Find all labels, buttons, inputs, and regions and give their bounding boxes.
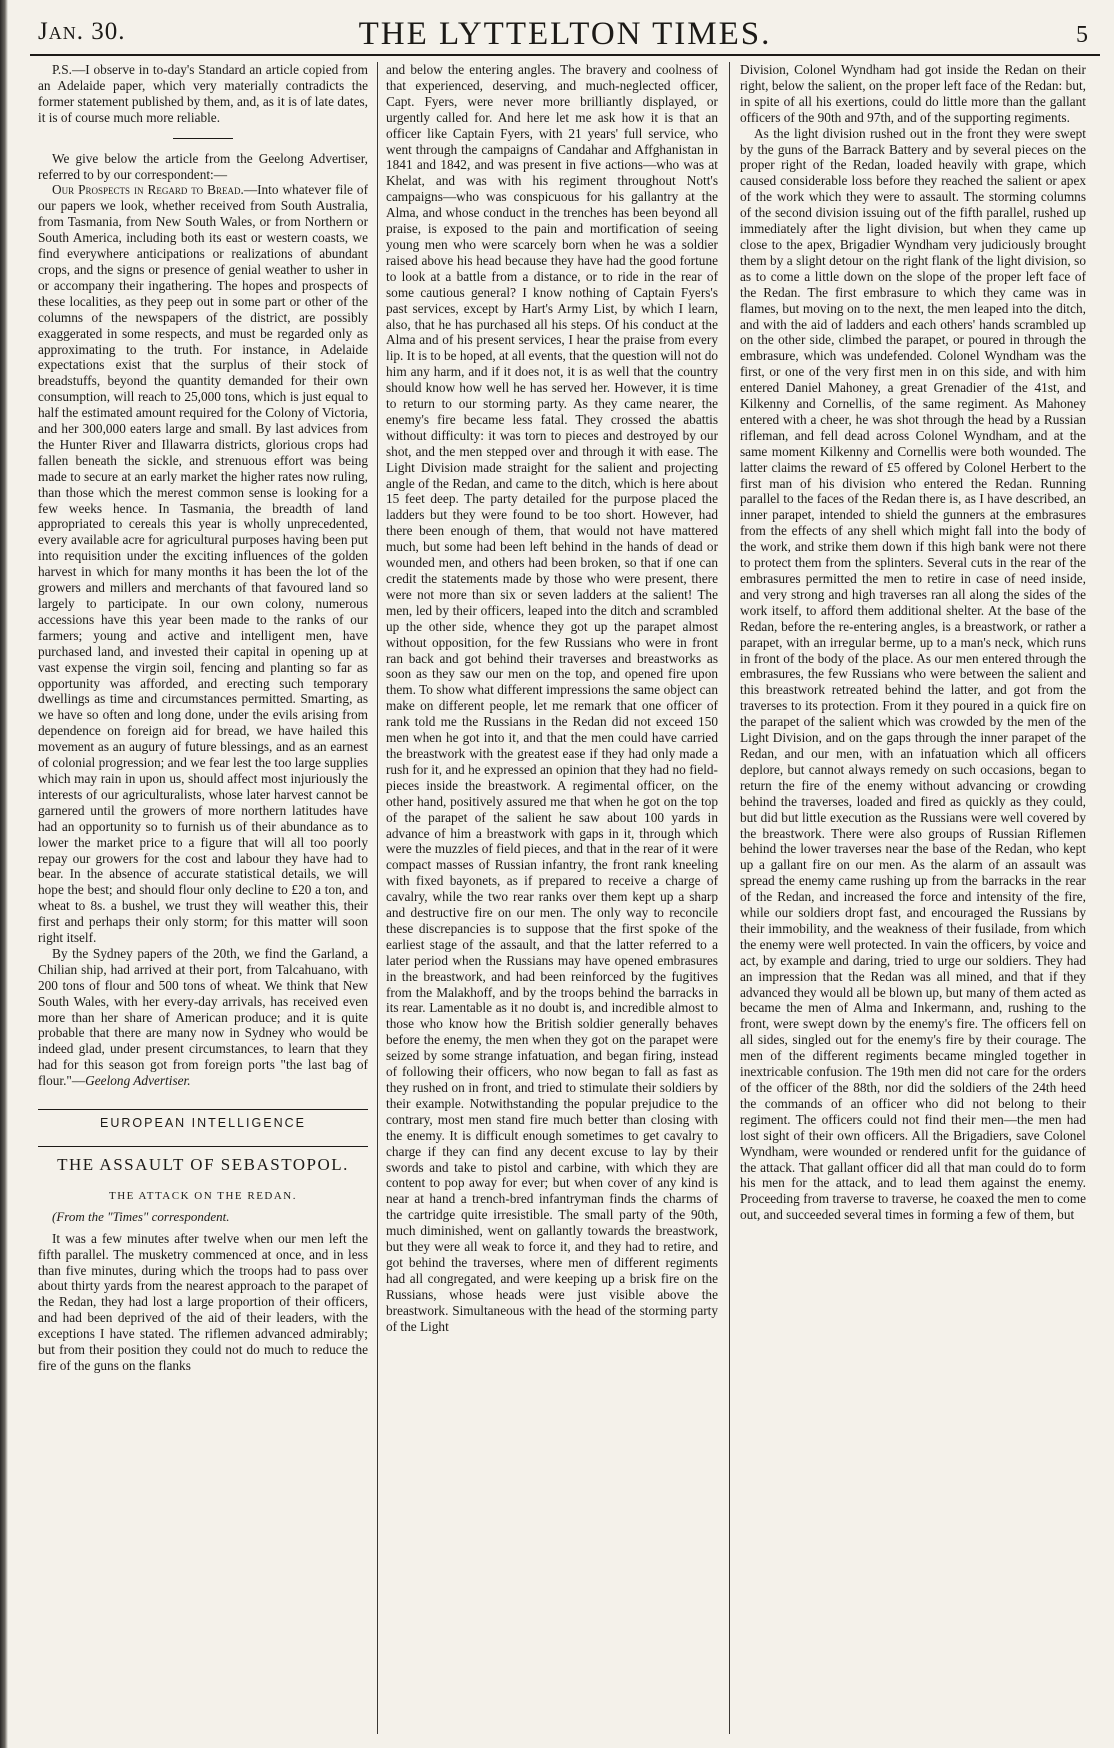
article-paragraph: Division, Colonel Wyndham had got inside the Redan on their right, below the salient, on the proper left face of the Redan: but, in spite of all his exertions, could do little more than the gallant officers of the 90th and 97th, and of the supporting regiments. <box>740 62 1086 125</box>
article-title: THE ASSAULT OF SEBASTOPOL. <box>57 1155 349 1174</box>
postscript: P.S.—I observe in to-day's Standard an article copied from an Adelaide paper, which very materially contradicts the former statement published by them, and, as it is of late dates, it is of course much more reliable. <box>38 62 368 125</box>
newspaper-title: THE LYTTELTON TIMES. <box>358 16 772 52</box>
page-number: 5 <box>1076 22 1088 48</box>
column-3 <box>740 62 1086 1732</box>
article-heading: Our Prospects in Regard to Bread. <box>52 182 244 198</box>
column-2 <box>386 62 718 1732</box>
article-paragraph: and below the entering angles. The bravery and coolness of that experienced, deserving, and much-neglected officer, Capt. Fyers, were never more brilliantly displayed, or urgently called for. And here let me ask how it is that an officer like Captain Fyers, with 21 years' full service, who went through the campaigns of Candahar and Affghanistan in 1841 and 1842, and was present in five actions—who was at Khelat, and was with his regiment throughout Nott's campaigns—who was conspicuous for his gallantry at the Alma, and whose conduct in the trenches has been beyond all praise, is exposed to the pain and mortification of seeing young men who were scarcely born when he was a soldier raised above his head because they have had the good fortune to look at a battle from a distance, or to ride in the rear of some cautious general? I know nothing of Captain Fyers's past services, except by Hart's Army List, by which I learn, also, that he has purchased all his steps. Of his conduct at the Alma and of his present services, I hear the praise from every lip. It is to be hoped, at all events, that the question will not do him any harm, and if it does not, it is as well that the country should know how well he has served her. However, it is time to return to our storming party. As they came nearer, the enemy's fire became less fatal. They crossed the abattis without difficulty: it was torn to pieces and destroyed by our shot, and the men stepped over and through it with ease. The Light Division made straight for the salient and projecting angle of the Redan, and came to the ditch, which is here about 15 feet deep. The party detailed for the purpose placed the ladders but they were found to be too short. However, had there been enough of them, that would not have mattered much, but some had been left behind in the hands of dead or wounded men, and others had been broken, so that if one can credit the statements made by those who were present, there were not more than six or seven ladders at the salient! The men, led by their officers, leaped into the ditch and scrambled up the other side, whence they got up the parapet almost without opposition, for the few Russians who were in front ran back and got behind their traverses and breastworks as soon as they saw our men on the top, and opened fire upon them. To show what different impressions the same object can make on different people, let me remark that one officer of rank told me the Russians in the Redan did not exceed 150 men when he got into it, and that the men could have carried the breastwork with the greatest ease if they had only made a rush for it, and he expressed an opinion that they had no field-pieces inside the breastwork. A regimental officer, on the other hand, positively assured me that when he got on the top of the parapet of the salient he saw about 100 yards in advance of him a breastwork with gaps in it, through which were the muzzles of field pieces, and that in the rear of it were compact masses of Russian infantry, the front rank kneeling with fixed bayonets, as if prepared to receive a charge of cavalry, while the two rear ranks over them kept up a sharp and destructive fire on our men. The only way to reconcile these discrepancies is to suppose that the first spoke of the earliest stage of the assault, and that the latter referred to a later period when the Russians may have opened embrasures in the breastwork, and had been reinforced by the fugitives from the Malakhoff, and by the troops behind the barracks in its rear. Lamentable as it no doubt is, and incredible almost to those who know how the British soldier generally behaves before the enemy, the men when they got on the parapet were seized by some strange infatuation, and began firing, instead of following their officers, who now began to fall as fast as they rushed on in front, and tried to stimulate their soldiers by their example. Notwithstanding the popular prejudice to the contrary, most men stand fire much better than closing with the enemy. It is difficult enough sometimes to get cavalry to charge if they can find any decent excuse to lay by their swords and take to pistol and carbine, with which they are content to pop away for ever; but when cover of any kind is near at hand a trench-bred infantryman finds the charms of the cartridge quite irresistible. The small party of the 90th, much diminished, went on gallantly towards the breastwork, but they were all weak to force it, and they had to retire, and got behind the traverses, where men of different regiments had all congregated, and were keeping up a brisk fire on the Russians, whose heads were just visible above the breastwork. Simultaneous with the head of the storming party of the Light <box>386 62 718 1334</box>
article-body: By the Sydney papers of the 20th, we find the Garland, a Chilian ship, had arrived at their port, from Talcahuano, with 200 tons of flour and 500 tons of wheat. We think that New South Wales, with her every-day arrivals, has received even more than her share of American produce; and it is quite probable that there are many now in Sydney who would be indeed glad, under present circumstances, to learn that they had for this season got from foreign ports "the last bag of flour."— <box>38 945 368 1089</box>
section-heading: EUROPEAN INTELLIGENCE <box>100 1116 306 1131</box>
column-rule <box>377 62 378 1734</box>
article-intro: We give below the article from the Geelong Advertiser, referred to by our correspondent:— <box>38 150 368 182</box>
column-rule <box>729 62 730 1734</box>
binding-edge <box>0 0 8 1748</box>
article-subtitle: THE ATTACK ON THE REDAN. <box>109 1189 297 1202</box>
separator <box>38 1109 368 1110</box>
article-paragraph <box>38 182 368 946</box>
article-paragraph <box>38 946 368 1089</box>
article-paragraph: It was a few minutes after twelve when our men left the fifth parallel. The musketry commenced at once, and in less than five minutes, during which the troops had to pass over about thirty yards from the nearest approach to the parapet of the Redan, they had lost a large proportion of their officers, and had been deprived of the aid of their leaders, with the exceptions I have stated. The riflemen advanced admirably; but from their position they could not do much to reduce the fire of the guns on the flanks <box>38 1230 368 1373</box>
issue-date: Jan. 30. <box>38 18 126 45</box>
masthead <box>30 18 1100 56</box>
article-byline: (From the "Times" correspondent. <box>52 1208 230 1224</box>
separator <box>173 138 233 139</box>
column-1 <box>38 62 368 1732</box>
article-signature: Geelong Advertiser. <box>85 1073 191 1089</box>
article-paragraph: As the light division rushed out in the front they were swept by the guns of the Barrack Battery and by several pieces on the proper right of the Redan, loaded heavily with grape, which caused considerable loss before they reached the salient or apex of the work which they were to assault. The storming columns of the second division issuing out of the fifth parallel, rushed up immediately after the light division, but when they came up close to the apex, Brigadier Wyndham very judiciously brought them by a slight detour on the right flank of the light division, so as to come a little down on the slope of the proper left face of the Redan. The first embrasure to which they came was in flames, but moving on to the next, the men leaped into the ditch, and with the aid of ladders and each others' hands scrambled up on the other side, climbed the parapet, or poured in through the embrasure, which was undefended. Colonel Wyndham was the first, or one of the very first men in on this side, and with him entered Daniel Mahoney, a great Grenadier of the 41st, and Kilkenny and Cornellis, of the same regiment. As Mahoney entered with a cheer, he was shot through the head by a Russian rifleman, and fell dead across Colonel Wyndham, and at the same moment Kilkenny and Cornellis were both wounded. The latter claims the reward of £5 offered by Colonel Herbert to the first man of his division who entered the Redan. Running parallel to the faces of the Redan there is, as I have described, an inner parapet, intended to shield the gunners at the embrasures from the effects of any shell which might fall into the body of the work, and strike them down if this high bank were not there to protect them from the splinters. Several cuts in the rear of the embrasures permitted the men to retire in case of need inside, and very strong and high traverses ran all along the sides of the work itself, to afford them additional shelter. At the base of the Redan, before the re-entering angles, is a breastwork, or rather a parapet, with an irregular berme, up to a man's neck, which runs in front of the body of the place. As our men entered through the embrasures, the few Russians who were between the salient and this breastwork retreated behind the latter, and got from the traverses to its protection. From it they poured in a quick fire on the parapet of the salient which was crowded by the men of the Light Division, and on the gaps through the inner parapet of the Redan, and our men, with an infatuation which all officers deplore, but cannot always remedy on such occasions, began to return the fire of the enemy without advancing or crowding behind the traverses, loaded and fired as quickly as they could, but did but little execution as the Russians were well covered by the breastwork. There were also groups of Russian Riflemen behind the lower traverses near the base of the Redan, who kept up a gallant fire on our men. As the alarm of an assault was spread the enemy came rushing up from the barracks in the rear of the Redan, and increased the force and intensity of the fire, while our soldiers dropt fast, and encouraged the Russians by their immobility, and the weakness of their fusilade, from which the enemy were well protected. In vain the officers, by voice and act, by example and daring, tried to urge our soldiers. They had an impression that the Redan was all mined, and that if they advanced they would all be blown up, but many of them acted as became the men of Alma and Inkermann, and, rushing to the front, were swept down by the enemy's fire. The officers fell on all sides, singled out for the enemy's fire by their courage. The men of the different regiments became mingled together in inextricable confusion. The 19th men did not care for the orders of the officer of the 88th, nor did the soldiers of the 24th heed the commands of an officer who did not belong to their regiment. The officers could not find their men—the men had lost sight of their own officers. All the Brigadiers, save Colonel Wyndham, were wounded or rendered unfit for the guidance of the attack. That gallant officer did all that man could do to form his men for the attack, and to lead them against the enemy. Proceeding from traverse to traverse, he coaxed the men to come out, and succeeded several times in forming a few of them, but <box>740 125 1086 1223</box>
separator <box>38 1146 368 1147</box>
article-body: —Into whatever file of our papers we look, whether received from South Australia, from Tasmania, from New South Wales, or from Northern or South America, including both its east or western coasts, we find everywhere anticipations or realizations of abundant crops, and the signs or presence of genial weather to usher in or accompany their ingathering. The hopes and prospects of these localities, as they peep out in some part or other of the columns of the newspapers of the district, are possibly exaggerated in some respects, and must be regarded only as approximating to the truth. For instance, in Adelaide expectations exist that the surplus of their stock of breadstuffs, beyond the quantity demanded for their own consumption, will reach to 25,000 tons, which is just equal to half the estimated amount required for the Colony of Victoria, and her 300,000 eaters large and small. By last advices from the Hunter River and Illawarra districts, glorious crops had fallen beneath the sickle, and strenuous effort was being made to secure at an early market the higher rates now ruling, than those which the merest common sense is looking for a few weeks hence. In Tasmania, the breadth of land appropriated to cereals this year is wholly unprecedented, every available acre for agricultural purposes having been put into requisition under the exciting influences of the golden harvest in which for many months it has been the lot of the growers and millers and merchants of that favoured land so largely to participate. In our own colony, numerous accessions have this year been made to the ranks of our farmers; young and active and intelligent men, have purchased land, and invested their capital in opening up at vast expense the virgin soil, fencing and planting so far as opportunity was afforded, and erecting such temporary dwellings as time and circumstances permitted. Smarting, as we have so often and long done, under the evils arising from dependence on foreign aid for bread, we have hailed this movement as an augury of future blessings, and as an earnest of colonial progression; and we fear lest the too large supplies which may rain in upon us, should affect most injuriously the interests of our agriculturalists, whose later harvest cannot be garnered until the growers of more northern latitudes have had an opportunity so to furnish us of their abundance as to lower the market price to a figure that will all too poorly repay our growers for the cost and labour they have had to bear. In the absence of accurate statistical details, we will hope the best; and should flour only decline to £20 a ton, and wheat to 8s. a bushel, we trust they will weather this, their first and perhaps their only storm; for this matter will soon right itself. <box>38 182 368 946</box>
